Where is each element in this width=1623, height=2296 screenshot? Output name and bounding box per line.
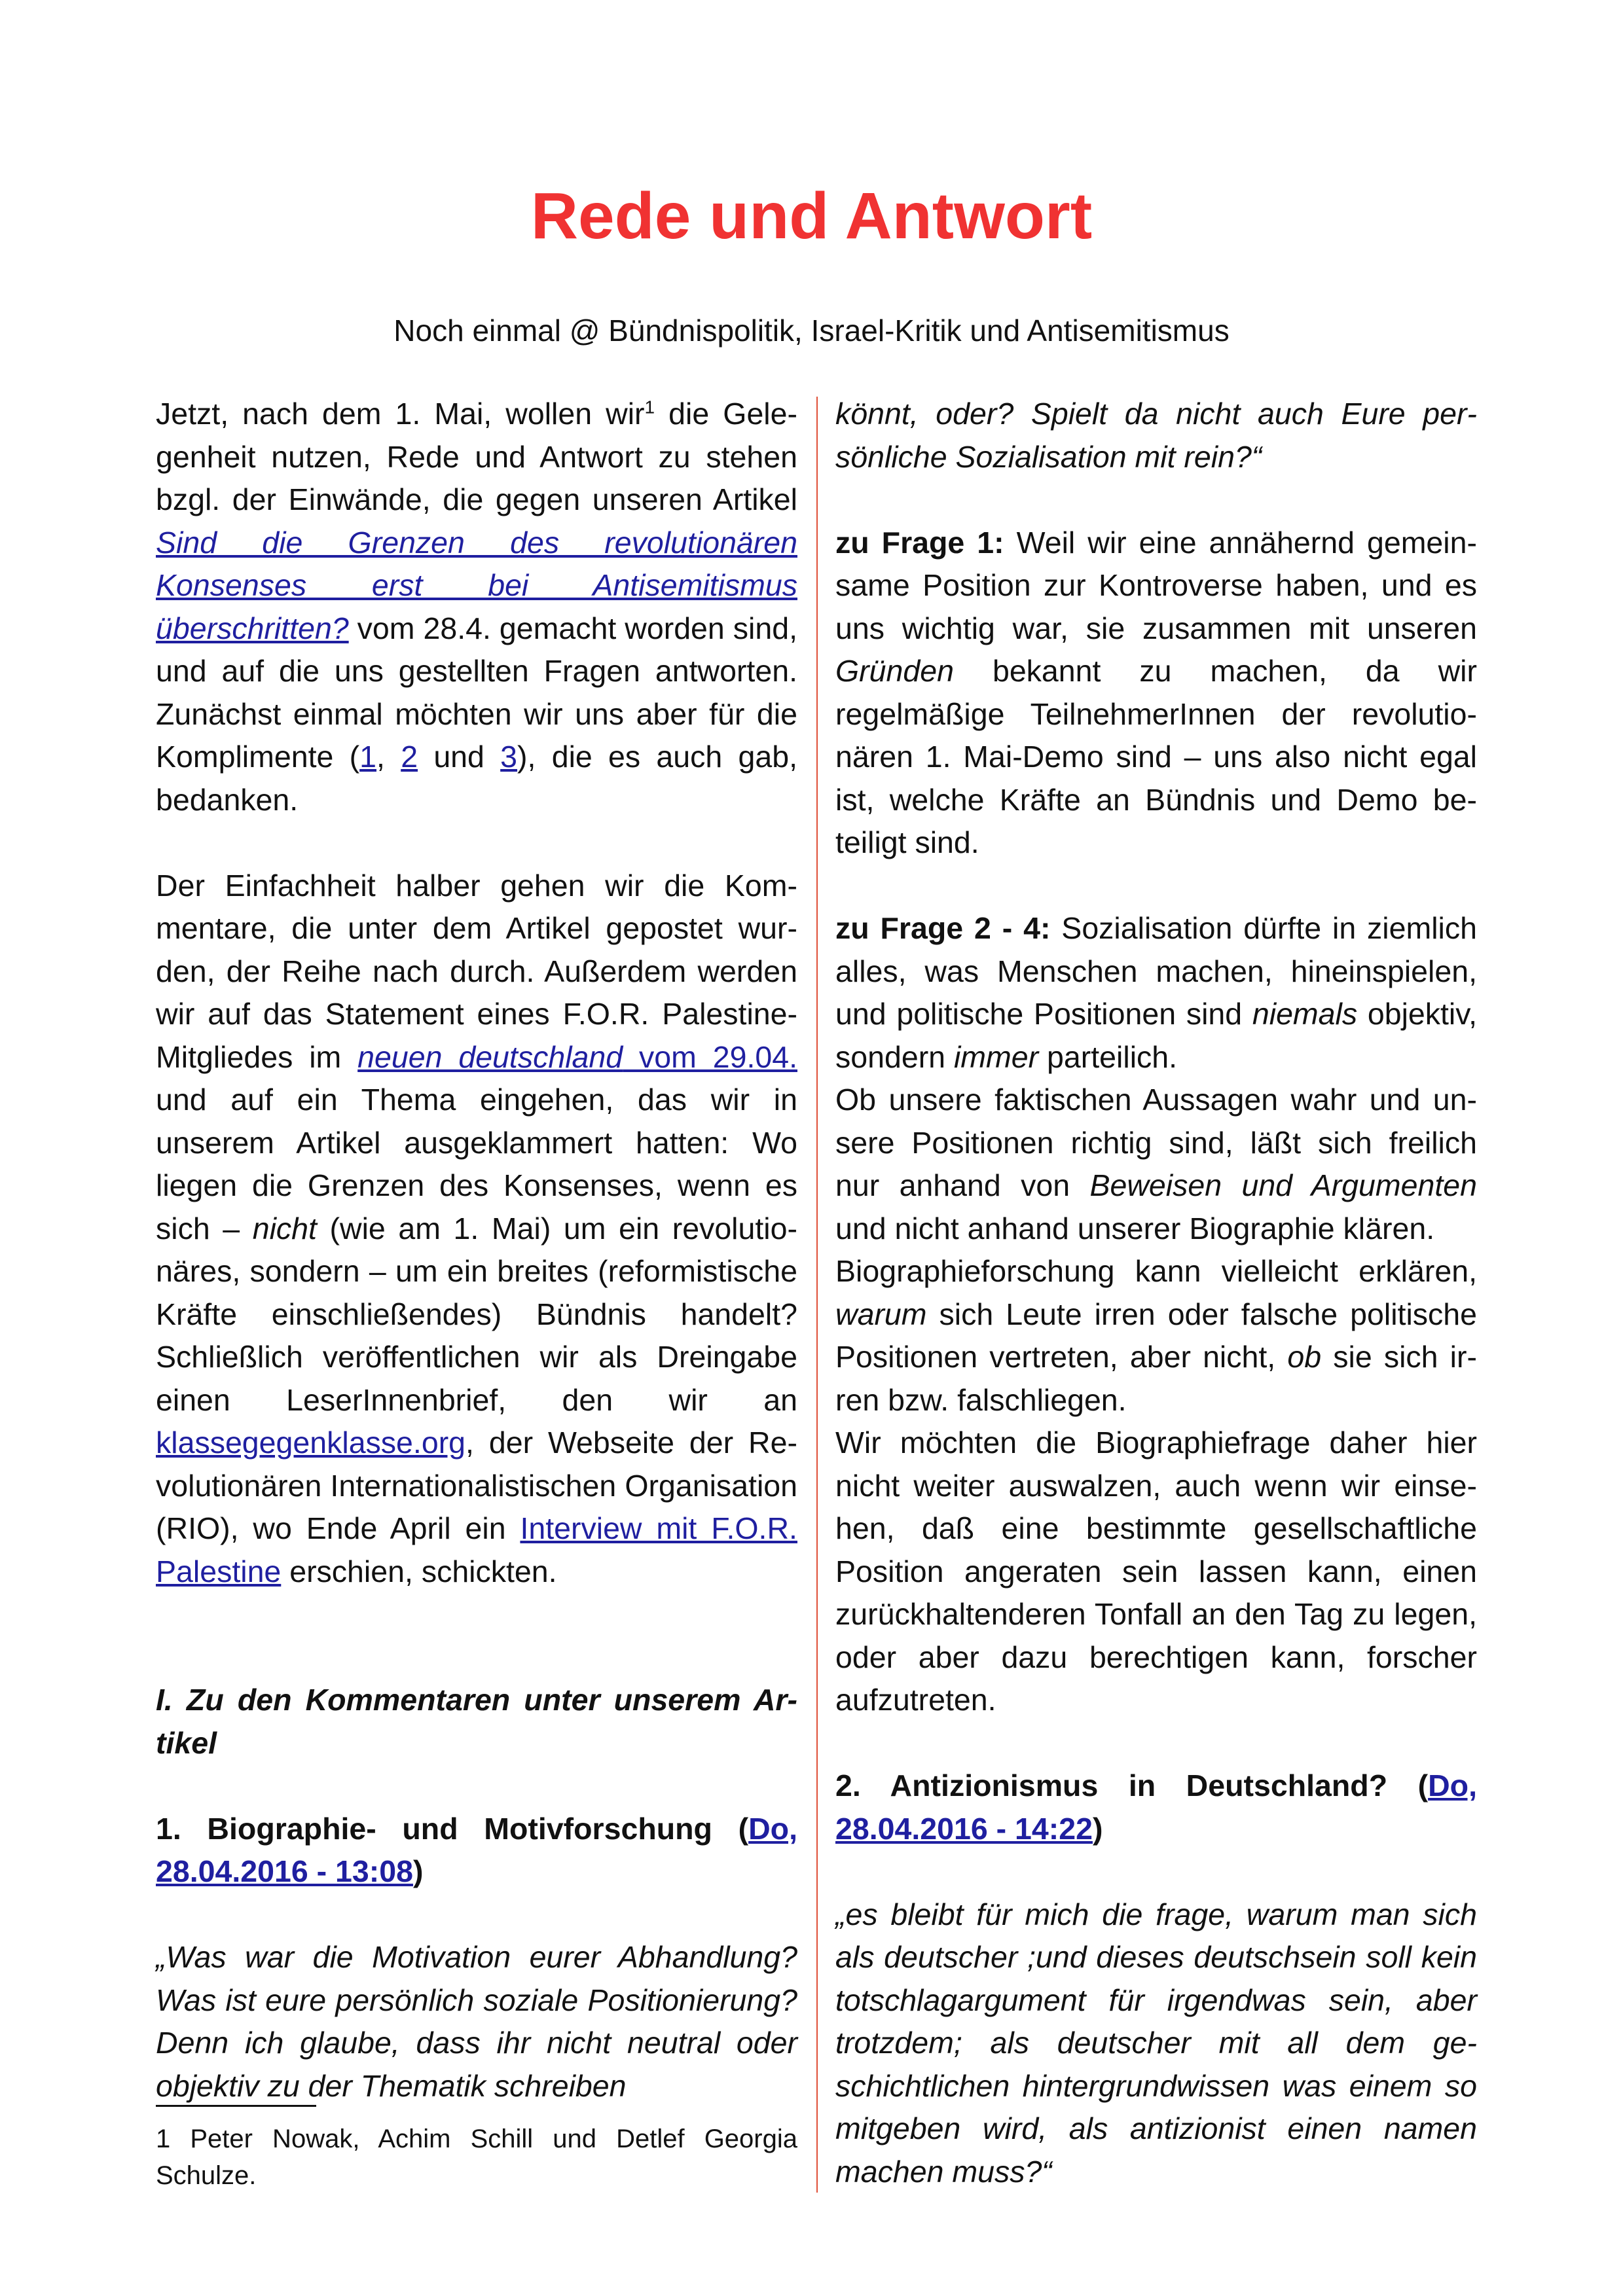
text-span: objektiv, sondern <box>835 997 1477 1074</box>
text-span: erschien, schickten. <box>281 1554 557 1588</box>
answer-question-1 <box>835 522 1477 865</box>
spacer <box>156 1893 797 1937</box>
spacer <box>156 821 797 865</box>
text-span: bekannt zu machen, da wir regelmäßige TeilnehmerInnen der revolutionären 1. Mai-Demo sind – uns also nicht egal ist, welche Kräfte an Bündnis und Demo beteiligt sind. <box>835 654 1477 859</box>
footnote-marker[interactable]: 1 <box>644 397 655 418</box>
footnote: 1 Peter Nowak, Achim Schill und Detlef Georgia Schulze. <box>156 2125 797 2190</box>
text-span: die Gelegenheit nutzen, Rede und Antwort zu stehen bzgl. der Einwände, die gegen unseren Artikel <box>156 397 797 516</box>
site-link[interactable]: klassegegenklasse.org <box>156 1426 466 1460</box>
page-title: Rede und Antwort <box>530 179 1093 253</box>
text-span: Ob unsere faktischen Aussagen wahr und unsere Positionen richtig sind, läßt sich freilich nur anhand von <box>835 1083 1477 1202</box>
nd-link[interactable] <box>357 1040 797 1074</box>
text-span: Der Einfachheit halber gehen wir die Kommentare, die unter dem Artikel gepostet wurden, der Reihe nach durch. Außerdem werden wir auf das Statement eines F.O.R. Palestine-Mitgliedes im <box>156 868 797 1074</box>
text-span: vom 28.4. gemacht worden sind, und auf die uns gestellten Fragen antworten. Zunächst einmal möchten wir uns aber für die Komplimente ( <box>156 611 797 774</box>
text-span: Beweisen und Argumenten <box>1089 1168 1478 1202</box>
spacer <box>835 478 1477 522</box>
biography-paragraph <box>835 1250 1477 1422</box>
text-span: Sozialisation dürfte in ziemlich alles, was Menschen machen, hineinspielen, und politische Positionen sind <box>835 911 1477 1031</box>
compliment-link-3[interactable]: 3 <box>500 740 518 774</box>
subsection-heading-biography <box>156 1808 797 1893</box>
method-paragraph <box>156 865 797 1594</box>
text-span: sie sich irren bzw. falschliegen. <box>835 1340 1477 1417</box>
answer-label: zu Frage 2 - 4: <box>835 911 1051 945</box>
spacer <box>156 1765 797 1808</box>
text-span: (wie am 1. Mai) um ein revolutionäres, sondern – um ein breites (reformistische Kräfte einschließendes) Bündnis handelt? Schließlich veröffentlichen wir als Dreingabe einen LeserInnenbrief, den wir an <box>156 1211 797 1417</box>
text-span: ) <box>412 1854 424 1888</box>
intro-paragraph <box>156 393 797 821</box>
comment-quote-1-continued: könnt, oder? Spielt da nicht auch Eure persönliche Sozialisation mit rein?“ <box>835 397 1477 474</box>
comment-date-link-1[interactable]: Do, 28.04.2016 - 13:08 <box>156 1811 797 1888</box>
text-span: nicht <box>252 1211 317 1246</box>
text-span: Weil wir eine annähernd gemeinsame Position zur Kontroverse haben, und es uns wichtig war, sie zusammen mit unseren <box>835 525 1477 645</box>
nd-link-date: vom 29.04. <box>623 1039 797 1074</box>
interview-link[interactable]: Interview mit F.O.R. Palestine <box>156 1511 797 1588</box>
spacer <box>835 865 1477 908</box>
comment-quote-2: „es bleibt für mich die frage, warum man sich als deutscher ;und dieses deutschsein soll kein totschlagargument für irgendwas sein, aber trotzdem; als deutscher mit all dem geschichtlichen hintergrundwissen was einem so mitgeben wird, als antizionist einen namen machen muss?“ <box>835 1897 1477 2189</box>
text-span: immer <box>953 1039 1039 1074</box>
text-span: 2. Antizionismus in Deutschland? ( <box>835 1768 1429 1803</box>
right-column <box>835 393 1477 2193</box>
footnote-separator <box>156 2105 316 2107</box>
text-span: , <box>376 740 401 774</box>
conclusion-paragraph: Wir möchten die Biographiefrage daher hier nicht weiter auswalzen, auch wenn wir einsehen, daß eine bestimmte gesellschaftliche Position angeraten sein lassen kann, einen zurückhaltenderen Tonfall an den Tag zu legen, oder aber dazu berechtigen kann, forscher aufzutreten. <box>835 1426 1477 1717</box>
text-span: Gründen <box>835 654 954 688</box>
subsection-heading-antizionism <box>835 1765 1477 1850</box>
text-span: ) <box>1092 1811 1103 1846</box>
spacer <box>156 1593 797 1679</box>
section-heading-comments: I. Zu den Kommentaren unter unserem Artikel <box>156 1683 797 1760</box>
text-span: Jetzt, nach dem 1. Mai, wollen wir <box>156 397 645 431</box>
answer-label: zu Frage 1: <box>835 525 1004 560</box>
article-link[interactable]: Sind die Grenzen des revolutionären Konsenses erst bei Antisemitismus überschritten? <box>156 525 797 645</box>
comment-date-link-2[interactable]: Do, 28.04.2016 - 14:22 <box>835 1768 1477 1846</box>
comment-quote-1: „Was war die Motivation eurer Abhandlung? Was ist eure persönlich soziale Positionierung? Denn ich glaube, dass ihr nicht neutral oder objektiv zu der Thematik schreiben <box>156 1940 797 2103</box>
text-span: und nicht anhand unserer Biographie klären. <box>835 1211 1435 1246</box>
column-divider <box>816 397 818 2193</box>
text-span: ob <box>1287 1340 1322 1374</box>
compliment-link-1[interactable]: 1 <box>359 740 376 774</box>
page-subtitle: Noch einmal @ Bündnispolitik, Israel-Kritik und Antisemitismus <box>393 314 1230 348</box>
answer-question-2-4 <box>835 907 1477 1079</box>
text-span: niemals <box>1252 997 1358 1031</box>
text-span: 1. Biographie- und Motivforschung ( <box>156 1811 749 1846</box>
text-span: parteilich. <box>1038 1039 1178 1074</box>
spacer <box>835 1722 1477 1765</box>
left-column <box>156 393 797 2108</box>
text-span: , der Webseite der Revolutionären Internationalistischen Organisation (RIO), wo Ende April ein <box>156 1426 797 1545</box>
text-span: sich Leute irren oder falsche politische Positionen vertreten, aber nicht, <box>835 1297 1477 1374</box>
text-span: und <box>418 740 501 774</box>
text-span: und auf ein Thema eingehen, das wir in unserem Artikel ausgeklammert hatten: Wo liegen die Grenzen des Konsenses, wenn es sich – <box>156 1083 797 1246</box>
compliment-link-2[interactable]: 2 <box>401 740 418 774</box>
nd-link-title: neuen deutschland <box>357 1039 623 1074</box>
text-span: warum <box>835 1297 927 1331</box>
text-span: ), die es auch gab, bedanken. <box>156 740 797 817</box>
text-span: Biographieforschung kann vielleicht erklären, <box>835 1254 1477 1288</box>
facts-paragraph <box>835 1079 1477 1250</box>
spacer <box>835 1850 1477 1893</box>
